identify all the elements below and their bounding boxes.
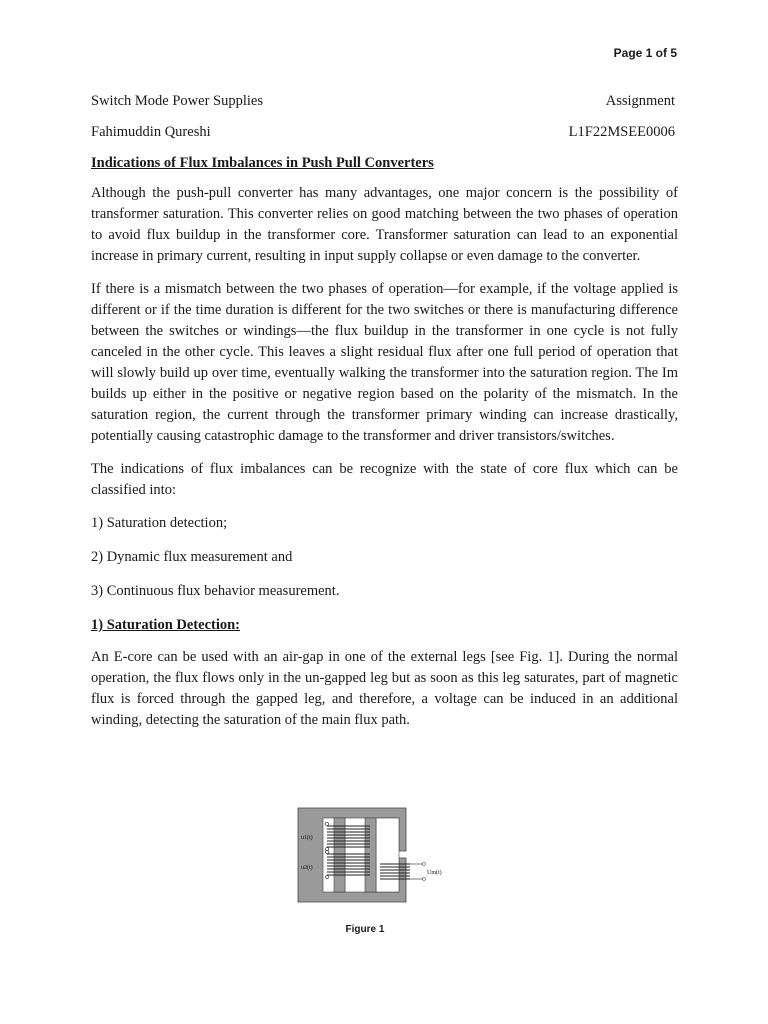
figure-1-diagram [296,806,454,904]
roll-number: L1F22MSEE0006 [568,124,675,140]
paragraph-intro: Although the push-pull converter has many advantages, one major concern is the possibility of transformer saturation. This converter relies on good matching between the two phases of operation to avoid flux buildup in the transformer core. Transformer saturation can lead to an exponential increase in primary current, resulting in input supply collapse or even damage to the converter. [91,185,678,264]
document-title: Indications of Flux Imbalances in Push Pull Converters [91,155,434,171]
page-number: Page 1 of 5 [613,46,677,60]
header-row-author [91,122,678,143]
section-heading-saturation: 1) Saturation Detection: [91,617,241,633]
document-type: Assignment [605,93,675,109]
paragraph-saturation-detection: An E-core can be used with an air-gap in one of the external legs [see Fig. 1]. During the normal operation, the flux flows only in the un-gapped leg but as soon as this leg saturates, part of magnetic flux is forced through the gapped leg, and therefore, a voltage can be induced in an additional winding, detecting the saturation of the main flux path. [91,649,678,728]
list-item: 1) Saturation detection; [91,515,228,531]
list-item: 2) Dynamic flux measurement and [91,549,293,565]
figure-caption: Figure 1 [345,924,385,935]
course-name: Switch Mode Power Supplies [91,93,263,109]
figure-label-u2: u2(t) [301,865,313,871]
paragraph-mismatch: If there is a mismatch between the two phases of operation—for example, if the voltage applied is different or if the time duration is different for the two switches or there is manufacturing difference between the switches or windings—the flux buildup in the transformer in one cycle is not fully canceled in the other cycle. This leaves a slight residual flux after one full period of operation that will slowly build up over time, eventually walking the transformer into the saturation region. The Im builds up either in the positive or negative region based on the polarity of the mismatch. In the saturation region, the current through the transformer primary winding can increase drastically, potentially causing catastrophic damage to the transformer and driver transistors/switches. [91,281,678,444]
figure-label-u1: u1(t) [301,835,313,841]
author-name: Fahimuddin Qureshi [91,124,211,140]
figure-label-um: Um(t) [427,870,442,876]
header-row-course [91,91,678,112]
document-body [91,91,678,743]
list-item: 3) Continuous flux behavior measurement. [91,583,340,599]
paragraph-classification: The indications of flux imbalances can be recognize with the state of core flux which can be classified into: [91,461,678,498]
